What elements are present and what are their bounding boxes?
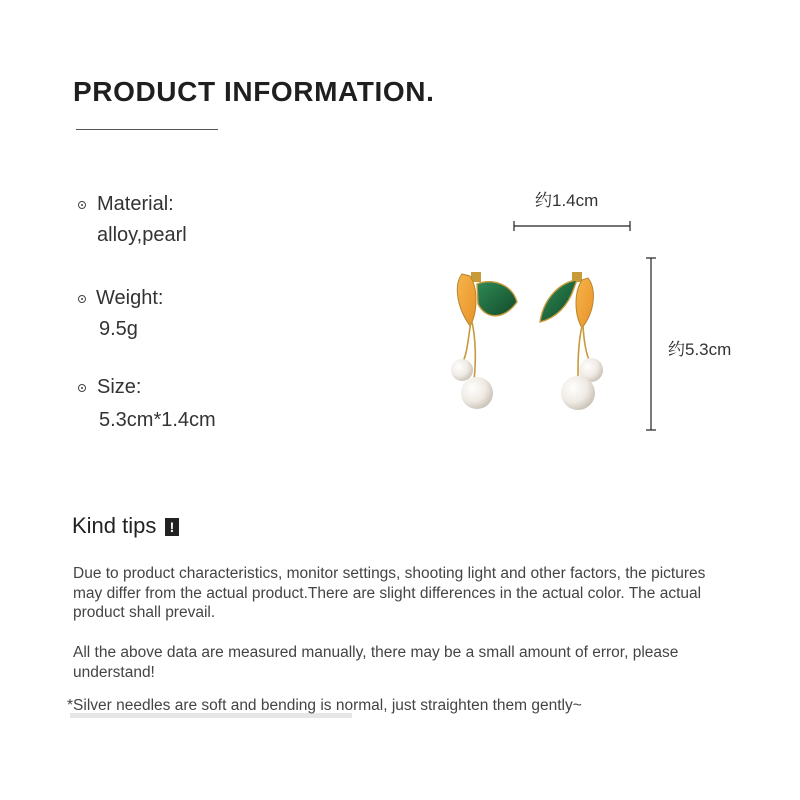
left-earring bbox=[451, 272, 517, 409]
silver-needle-note: *Silver needles are soft and bending is normal, just straighten them gently~ bbox=[67, 697, 582, 714]
exclamation-icon: ! bbox=[165, 518, 179, 536]
size-label: Size: bbox=[97, 376, 142, 398]
height-dimension-label: 约5.3cm bbox=[668, 340, 732, 359]
bullet-icon bbox=[78, 295, 86, 303]
tips-paragraph-2: All the above data are measured manually, there may be a small amount of error, please understand! bbox=[73, 644, 679, 681]
bullet-icon bbox=[78, 201, 86, 209]
width-dimension-line bbox=[510, 218, 635, 234]
weight-value: 9.5g bbox=[99, 318, 138, 340]
right-earring bbox=[540, 272, 603, 410]
width-dimension-label: 约1.4cm bbox=[535, 191, 599, 210]
title-divider bbox=[76, 129, 218, 130]
height-dimension-line bbox=[643, 254, 659, 434]
bullet-icon bbox=[78, 384, 86, 392]
size-value: 5.3cm*1.4cm bbox=[99, 409, 216, 431]
material-label: Material: bbox=[97, 193, 174, 215]
cherry-earrings-illustration bbox=[440, 262, 620, 422]
kind-tips-title: Kind tips bbox=[72, 513, 157, 538]
tips-paragraph-1: Due to product characteristics, monitor settings, shooting light and other factors, the pictures may differ from the actual product.There are slight differences in the actual color. The actual product shall prevail. bbox=[73, 565, 706, 621]
weight-label: Weight: bbox=[96, 287, 164, 309]
page-title: PRODUCT INFORMATION. bbox=[73, 76, 435, 107]
material-value: alloy,pearl bbox=[97, 224, 187, 246]
